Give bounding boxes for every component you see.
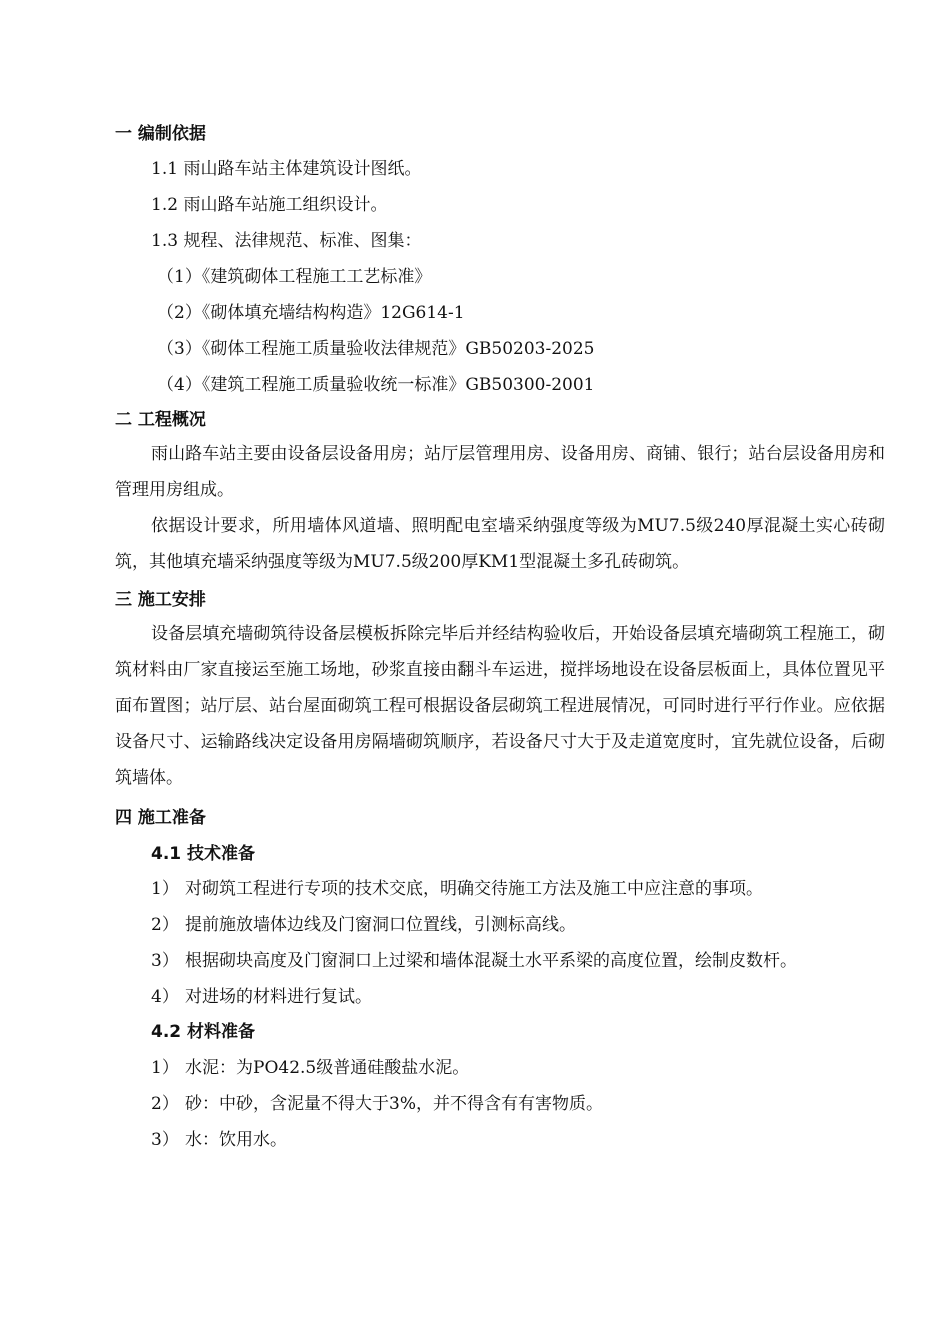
list-item-text: 对进场的材料进行复试。 [185, 987, 372, 1007]
overview-paragraph: 依据设计要求，所用墙体风道墙、照明配电室墙采纳强度等级为MU7.5级240厚混凝土实心砖砌筑，其他填充墙采纳强度等级为MU7.5级200厚KM1型混凝土多孔砖砌筑。 [115, 516, 885, 572]
list-item [151, 1129, 287, 1151]
list-item-number: 1） [151, 1058, 179, 1078]
standard-reference: （2）《砌体填充墙结构构造》12G614-1 [157, 303, 465, 323]
list-item-text: 根据砌块高度及门窗洞口上过梁和墙体混凝土水平系梁的高度位置，绘制皮数杆。 [185, 951, 797, 971]
list-item [151, 986, 372, 1008]
standard-reference: （3）《砌体工程施工质量验收法律规范》GB50203-2025 [157, 339, 595, 359]
list-item [151, 878, 763, 900]
subsection-heading: 4.1 技术准备 [151, 844, 256, 864]
list-item-number: 3） [151, 951, 179, 971]
list-item-number: 1） [151, 879, 179, 899]
overview-paragraph: 雨山路车站主要由设备层设备用房；站厅层管理用房、设备用房、商铺、银行；站台层设备用房和管理用房组成。 [115, 444, 885, 500]
list-item-number: 2） [151, 1094, 179, 1114]
list-item-text: 对砌筑工程进行专项的技术交底，明确交待施工方法及施工中应注意的事项。 [185, 879, 763, 899]
list-item-text: 砂：中砂，含泥量不得大于3%，并不得含有有害物质。 [185, 1094, 603, 1114]
standard-reference: （4）《建筑工程施工质量验收统一标准》GB50300-2001 [157, 375, 595, 395]
section-heading-2: 二 工程概况 [115, 410, 206, 430]
list-item-text: 水：饮用水。 [185, 1130, 287, 1150]
section-heading-3: 三 施工安排 [115, 590, 206, 610]
arrangement-paragraph: 设备层填充墙砌筑待设备层模板拆除完毕后并经结构验收后，开始设备层填充墙砌筑工程施工，砌筑材料由厂家直接运至施工场地，砂浆直接由翻斗车运进，搅拌场地设在设备层板面上，具体位置见平面布置图；站厅层、站台屋面砌筑工程可根据设备层砌筑工程进展情况，可同时进行平行作业。应依据设备尺寸、运输路线决定设备用房隔墙砌筑顺序，若设备尺寸大于及走道宽度时，宜先就位设备，后砌筑墙体。 [115, 624, 885, 788]
list-item-number: 2） [151, 915, 179, 935]
list-item [151, 950, 797, 972]
basis-item: 1.2 雨山路车站施工组织设计。 [151, 195, 388, 215]
list-item-number: 4） [151, 987, 179, 1007]
list-item-number: 3） [151, 1130, 179, 1150]
basis-item: 1.3 规程、法律规范、标准、图集： [151, 231, 422, 251]
subsection-heading: 4.2 材料准备 [151, 1022, 256, 1042]
list-item [151, 914, 576, 936]
section-heading-4: 四 施工准备 [115, 808, 206, 828]
list-item-text: 水泥：为PO42.5级普通硅酸盐水泥。 [185, 1058, 470, 1078]
list-item [151, 1057, 469, 1079]
section-heading-1: 一 编制依据 [115, 124, 206, 144]
standard-reference: （1）《建筑砌体工程施工工艺标准》 [157, 267, 432, 287]
basis-item: 1.1 雨山路车站主体建筑设计图纸。 [151, 159, 422, 179]
list-item [151, 1093, 603, 1115]
list-item-text: 提前施放墙体边线及门窗洞口位置线，引测标高线。 [185, 915, 576, 935]
